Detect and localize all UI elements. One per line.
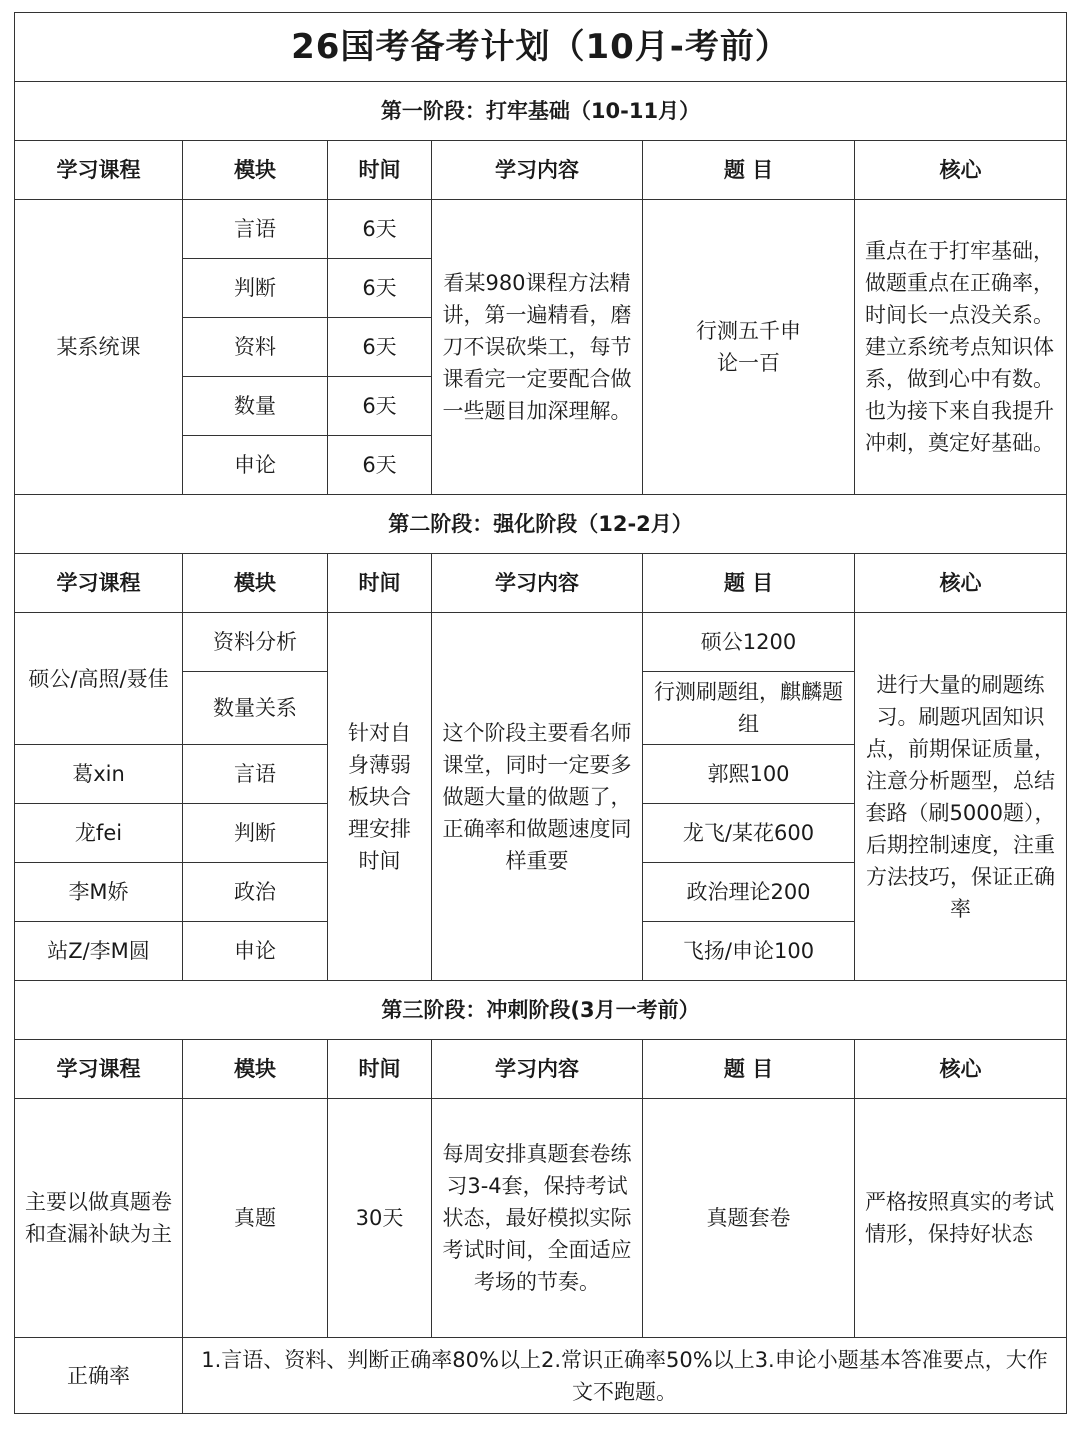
stage1-header-row: [15, 141, 1067, 200]
stage2-questions: 硕公1200: [643, 613, 855, 672]
study-plan-table: [14, 12, 1067, 1414]
accuracy-label: 正确率: [15, 1338, 183, 1414]
header-course: 学习课程: [15, 1040, 183, 1099]
header-content: 学习内容: [432, 141, 643, 200]
stage1-time: 6天: [328, 318, 432, 377]
stage2-core: 进行大量的刷题练习。刷题巩固知识点，前期保证质量，注意分析题型，总结套路（刷5000题），后期控制速度，注重方法技巧，保证正确率: [855, 613, 1067, 981]
header-questions: 题 目: [643, 1040, 855, 1099]
stage1-module: 申论: [183, 436, 328, 495]
plan-title: 26国考备考计划（10月-考前）: [15, 13, 1067, 82]
header-core: 核心: [855, 554, 1067, 613]
table-row: [15, 613, 1067, 672]
header-core: 核心: [855, 1040, 1067, 1099]
stage3-title: 第三阶段：冲刺阶段(3月一考前）: [15, 981, 1067, 1040]
stage2-course: 站Z/李M圆: [15, 922, 183, 981]
accuracy-row: [15, 1338, 1067, 1414]
stage2-module: 政治: [183, 863, 328, 922]
header-module: 模块: [183, 141, 328, 200]
header-course: 学习课程: [15, 554, 183, 613]
header-time: 时间: [328, 141, 432, 200]
header-questions: 题 目: [643, 554, 855, 613]
stage2-module: 数量关系: [183, 672, 328, 745]
stage1-core: 重点在于打牢基础，做题重点在正确率，时间长一点没关系。建立系统考点知识体系，做到心中有数。也为接下来自我提升冲刺，奠定好基础。: [855, 200, 1067, 495]
stage2-course: 硕公/高照/聂佳: [15, 613, 183, 745]
stage2-course: 龙fei: [15, 804, 183, 863]
stage3-time: 30天: [328, 1099, 432, 1338]
stage1-module: 数量: [183, 377, 328, 436]
stage2-questions: 郭熙100: [643, 745, 855, 804]
stage1-module: 判断: [183, 259, 328, 318]
stage1-time: 6天: [328, 259, 432, 318]
stage2-module: 判断: [183, 804, 328, 863]
stage2-time: 针对自身薄弱板块合理安排时间: [328, 613, 432, 981]
stage2-questions: 龙飞/某花600: [643, 804, 855, 863]
stage2-module: 申论: [183, 922, 328, 981]
stage3-module: 真题: [183, 1099, 328, 1338]
header-content: 学习内容: [432, 554, 643, 613]
header-time: 时间: [328, 1040, 432, 1099]
table-row: [15, 200, 1067, 259]
stage1-time: 6天: [328, 200, 432, 259]
stage2-module: 资料分析: [183, 613, 328, 672]
stage3-core: 严格按照真实的考试情形，保持好状态: [855, 1099, 1067, 1338]
stage1-time: 6天: [328, 436, 432, 495]
stage1-title: 第一阶段：打牢基础（10-11月）: [15, 82, 1067, 141]
stage1-module: 资料: [183, 318, 328, 377]
stage3-questions: 真题套卷: [643, 1099, 855, 1338]
stage2-questions: 飞扬/申论100: [643, 922, 855, 981]
stage1-questions: 行测五千申论一百: [643, 200, 855, 495]
header-content: 学习内容: [432, 1040, 643, 1099]
accuracy-text: 1.言语、资料、判断正确率80%以上2.常识正确率50%以上3.申论小题基本答准要点，大作文不跑题。: [183, 1338, 1067, 1414]
stage3-header-row: [15, 1040, 1067, 1099]
header-time: 时间: [328, 554, 432, 613]
header-module: 模块: [183, 554, 328, 613]
table-row: [15, 1099, 1067, 1338]
stage2-course: 李M娇: [15, 863, 183, 922]
stage3-content: 每周安排真题套卷练习3-4套，保持考试状态，最好模拟实际考试时间，全面适应考场的节奏。: [432, 1099, 643, 1338]
stage1-content: 看某980课程方法精讲，第一遍精看，磨刀不误砍柴工，每节课看完一定要配合做一些题目加深理解。: [432, 200, 643, 495]
header-module: 模块: [183, 1040, 328, 1099]
stage2-questions: 行测刷题组，麒麟题组: [643, 672, 855, 745]
stage1-time: 6天: [328, 377, 432, 436]
stage2-header-row: [15, 554, 1067, 613]
stage1-course: 某系统课: [15, 200, 183, 495]
header-questions: 题 目: [643, 141, 855, 200]
stage2-module: 言语: [183, 745, 328, 804]
stage2-content: 这个阶段主要看名师课堂，同时一定要多做题大量的做题了，正确率和做题速度同样重要: [432, 613, 643, 981]
header-core: 核心: [855, 141, 1067, 200]
stage1-module: 言语: [183, 200, 328, 259]
stage2-title: 第二阶段：强化阶段（12-2月）: [15, 495, 1067, 554]
stage3-course: 主要以做真题卷和查漏补缺为主: [15, 1099, 183, 1338]
stage2-questions: 政治理论200: [643, 863, 855, 922]
stage2-course: 葛xin: [15, 745, 183, 804]
header-course: 学习课程: [15, 141, 183, 200]
